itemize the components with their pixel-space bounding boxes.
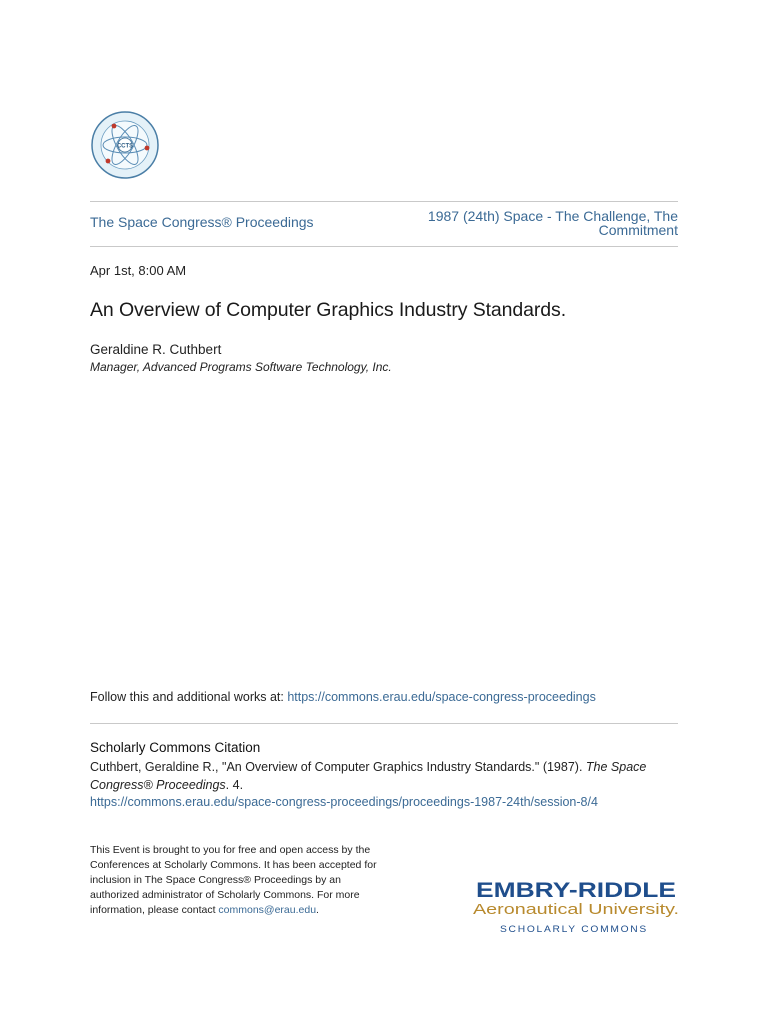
citation-text <box>90 759 680 812</box>
citation-url-link[interactable]: https://commons.erau.edu/space-congress-proceedings/proceedings-1987-24th/session-8/4 <box>90 795 598 809</box>
citation-rule <box>90 723 678 724</box>
citation-text-end: . 4. <box>225 777 244 792</box>
follow-url-link[interactable]: https://commons.erau.edu/space-congress-proceedings <box>287 690 596 704</box>
event-date: Apr 1st, 8:00 AM <box>90 263 187 278</box>
series-link[interactable]: 1987 (24th) Space - The Challenge, The Commitment <box>427 208 678 238</box>
event-title: An Overview of Computer Graphics Industry Standards. <box>90 299 567 321</box>
logo-line-2: Aeronautical University. <box>473 901 679 918</box>
embry-riddle-logo <box>470 877 682 937</box>
header-bottom-rule <box>90 246 678 247</box>
citation-heading: Scholarly Commons Citation <box>90 740 261 755</box>
follow-prefix: Follow this and additional works at: <box>90 690 288 704</box>
logo-line-3: SCHOLARLY COMMONS <box>500 924 648 935</box>
logo-text: CCTS <box>116 143 134 150</box>
open-access-end: . <box>316 904 319 916</box>
logo-line-1: EMBRY-RIDDLE <box>476 879 676 902</box>
proceedings-link[interactable]: The Space Congress® Proceedings <box>90 214 314 230</box>
citation-text-start: Cuthbert, Geraldine R., "An Overview of Computer Graphics Industry Standards." (1987). <box>90 760 586 774</box>
open-access-notice <box>90 843 390 918</box>
header-top-rule <box>90 201 678 202</box>
citation-journal: The Space Congress® Proceedings <box>90 760 647 792</box>
author-name: Geraldine R. Cuthbert <box>90 342 222 357</box>
ccts-seal-logo <box>90 108 160 182</box>
follow-line <box>90 690 596 704</box>
author-affiliation: Manager, Advanced Programs Software Technology, Inc. <box>90 360 392 374</box>
open-access-text: This Event is brought to you for free and open access by the Conferences at Scholarly Commons. It has been accepted for inclusion in The Space Congress® Proceedings by an authorized administrator of Scholarly Commons. For more information, please contact <box>90 844 377 916</box>
contact-email-link[interactable]: commons@erau.edu <box>218 904 317 916</box>
